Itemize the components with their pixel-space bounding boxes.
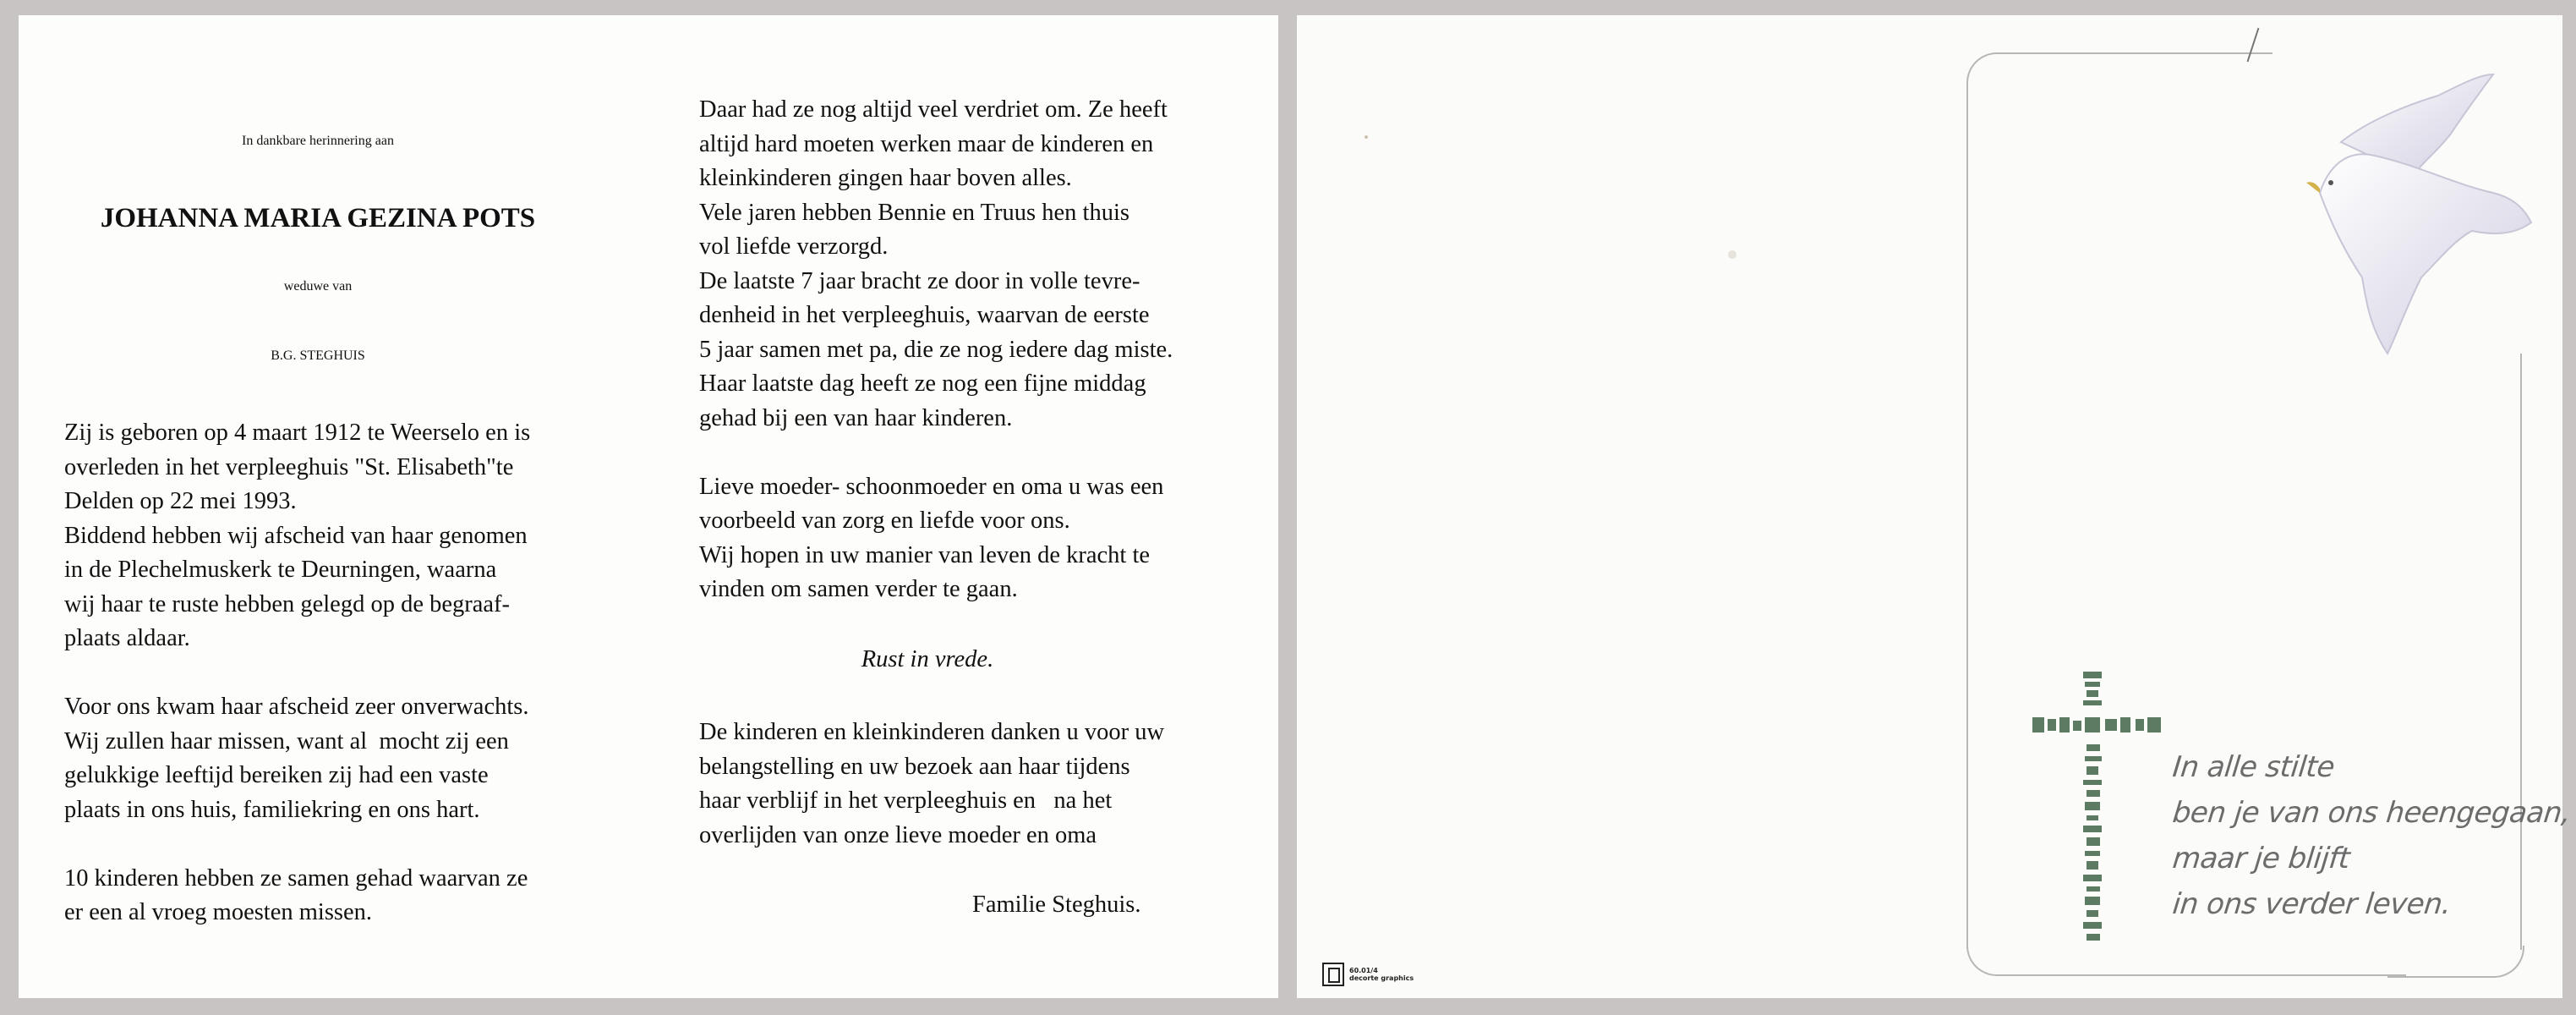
widow-of-line: weduwe van bbox=[283, 279, 353, 294]
poem-line: In alle stilte bbox=[2170, 750, 2337, 784]
text-line: gehad bij een van haar kinderen. bbox=[699, 404, 1013, 431]
text-line: Haar laatste dag heeft ze nog een fijne middag bbox=[699, 370, 1146, 397]
text-line: Daar had ze nog altijd veel verdriet om. Ze heeft bbox=[699, 96, 1168, 123]
text-line bbox=[699, 436, 1266, 470]
text-line: overlijden van onze lieve moeder en oma bbox=[699, 821, 1097, 848]
poem-line: maar je blijft bbox=[2170, 842, 2352, 875]
card-frame-bottom-right bbox=[2387, 946, 2524, 978]
husband-name: B.G. STEGHUIS bbox=[271, 348, 365, 363]
card-frame-left bbox=[1966, 86, 1968, 949]
text-line: Wij hopen in uw manier van leven de kracht te bbox=[699, 541, 1151, 568]
text-line: wij haar te ruste hebben gelegd op de begraaf- bbox=[64, 590, 511, 617]
text-line: denheid in het verpleeghuis, waarvan de eerste bbox=[699, 302, 1150, 328]
text-line: voorbeeld van zorg en liefde voor ons. bbox=[699, 508, 1070, 534]
rust-in-vrede: Rust in vrede. bbox=[861, 646, 994, 672]
poem-line: ben je van ons heengegaan, bbox=[2170, 796, 2573, 830]
card-frame-top bbox=[1966, 52, 2272, 88]
text-line: De laatste 7 jaar bracht ze door in volle tevre- bbox=[699, 267, 1140, 294]
paper-spot bbox=[1728, 250, 1736, 259]
deceased-name: JOHANNA MARIA GEZINA POTS bbox=[100, 203, 536, 233]
text-line: De kinderen en kleinkinderen danken u voor uw bbox=[699, 719, 1165, 745]
text-line: belangstelling en uw bezoek aan haar tijdens bbox=[699, 753, 1130, 780]
text-line: gelukkige leeftijd bereiken zij had een vaste bbox=[64, 762, 489, 788]
text-line: vinden om samen verder te gaan. bbox=[699, 576, 1018, 602]
poem-line: in ons verder leven. bbox=[2170, 887, 2453, 921]
card-frame-bottom-left bbox=[1966, 946, 2406, 976]
right-page bbox=[1297, 15, 2573, 998]
intro-line: In dankbare herinnering aan bbox=[242, 134, 394, 148]
text-line: Lieve moeder- schoonmoeder en oma u was een bbox=[699, 473, 1164, 500]
publisher-brand: decorte graphics bbox=[1349, 974, 1414, 982]
dove-icon bbox=[2269, 58, 2548, 379]
text-line: Zij is geboren op 4 maart 1912 te Weerselo en is bbox=[64, 420, 531, 446]
text-line: altijd hard moeten werken maar de kinderen en bbox=[699, 130, 1154, 157]
text-line bbox=[64, 827, 639, 862]
text-line: overleden in het verpleeghuis "St. Elisabeth"te bbox=[64, 453, 514, 480]
thanks-paragraph bbox=[699, 716, 1164, 853]
text-line: in de Plechelmuskerk te Deurningen, waarna bbox=[64, 557, 497, 583]
text-line: Vele jaren hebben Bennie en Truus hen thuis bbox=[699, 199, 1129, 226]
poem bbox=[2170, 744, 2573, 927]
text-line: Delden op 22 mei 1993. bbox=[64, 488, 297, 514]
text-line: plaats in ons huis, familiekring en ons hart. bbox=[64, 796, 480, 823]
text-line: vol liefde verzorgd. bbox=[699, 233, 889, 260]
text-line: Biddend hebben wij afscheid van haar genomen bbox=[64, 522, 528, 549]
text-line: haar verblijf in het verpleeghuis en na het bbox=[699, 787, 1113, 814]
text-column-left bbox=[64, 416, 639, 930]
signature: Familie Steghuis. bbox=[972, 892, 1141, 918]
text-line bbox=[64, 656, 639, 691]
paper-spot bbox=[1365, 135, 1368, 139]
text-line: er een al vroeg moesten missen. bbox=[64, 899, 373, 925]
text-line: kleinkinderen gingen haar boven alles. bbox=[699, 165, 1072, 191]
text-line: plaats aldaar. bbox=[64, 625, 190, 651]
text-column-right bbox=[699, 93, 1266, 607]
publisher-code: 60.01/4 bbox=[1349, 967, 1378, 974]
publisher-mark bbox=[1322, 961, 1414, 988]
cross-icon bbox=[2031, 667, 2174, 946]
text-line: Voor ons kwam haar afscheid zeer onverwachts. bbox=[64, 694, 529, 720]
text-line: Wij zullen haar missen, want al mocht zij een bbox=[64, 727, 509, 754]
publisher-logo-icon bbox=[1322, 963, 1344, 986]
text-line: 10 kinderen hebben ze samen gehad waarvan ze bbox=[64, 864, 528, 892]
left-page bbox=[19, 15, 1278, 998]
text-line: 5 jaar samen met pa, die ze nog iedere dag miste. bbox=[699, 336, 1173, 363]
